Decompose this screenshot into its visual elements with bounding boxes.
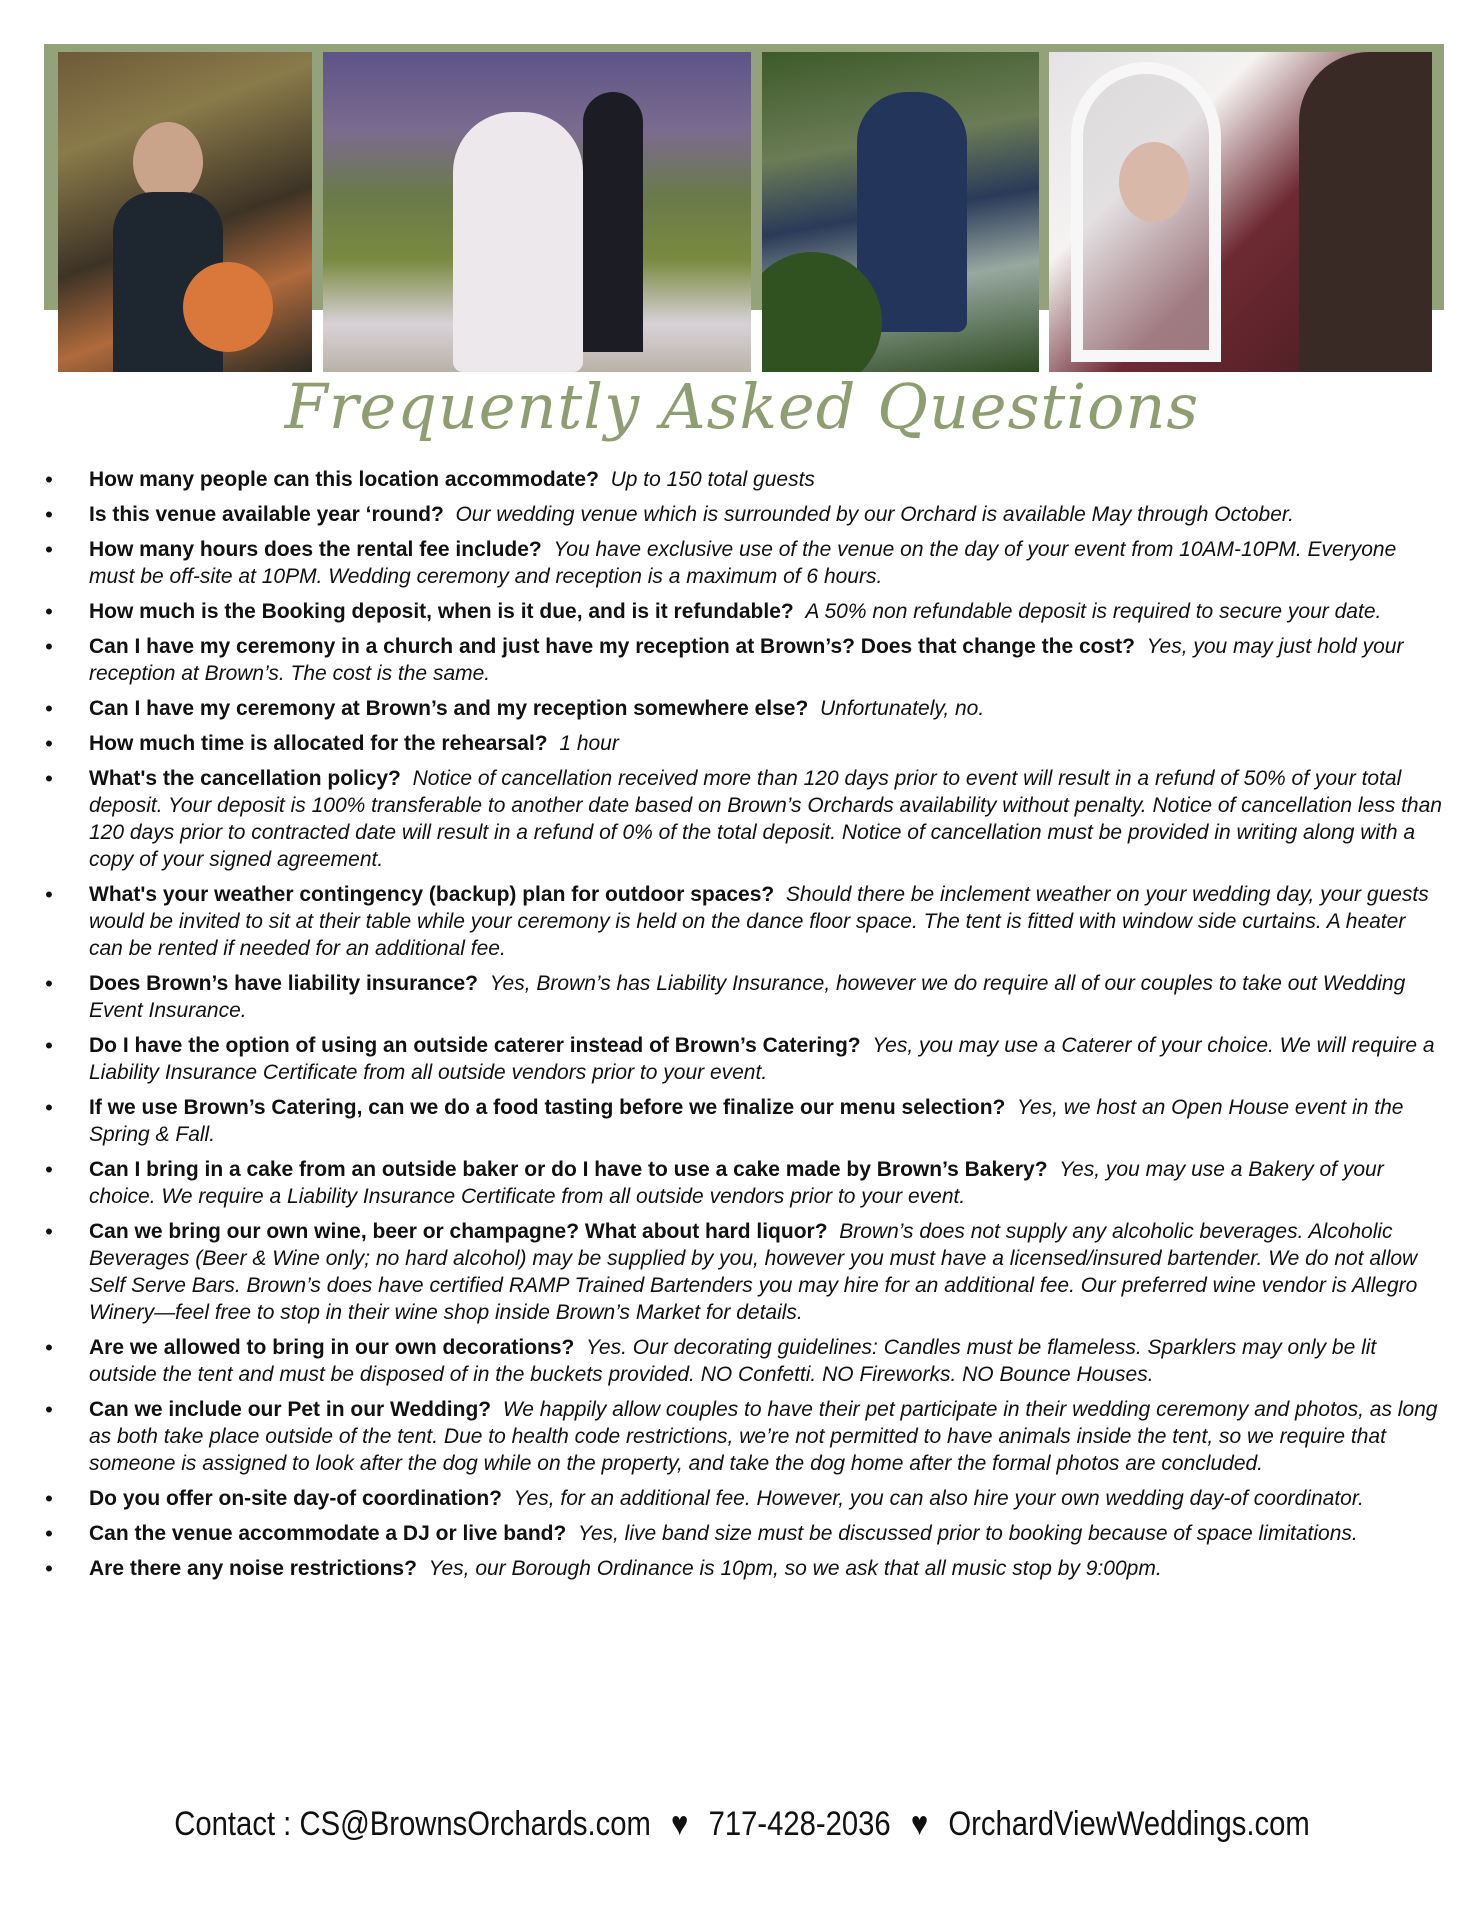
- contact-phone-link[interactable]: 717-428-2036: [708, 1805, 891, 1843]
- bullet-icon: •: [45, 599, 53, 624]
- bride-dress-shape: [453, 112, 583, 372]
- faq-answer: Yes. Our decorating guidelines: Candles must be flameless. Sparklers may only be lit outside the tent and must be disposed of in the buckets provided. NO Confetti. NO Fireworks. NO Bounce Houses.: [89, 1336, 1377, 1386]
- faq-item: [44, 1032, 1444, 1086]
- bullet-icon: •: [45, 1219, 53, 1244]
- bullet-icon: •: [45, 696, 53, 721]
- faq-item: [44, 1396, 1444, 1477]
- faq-question: How many people can this location accommodate?: [89, 468, 599, 491]
- faq-answer: Yes, for an additional fee. However, you can also hire your own wedding day-of coordinator.: [513, 1487, 1364, 1510]
- faq-answer: Yes, you may use a Caterer of your choice. We will require a Liability Insurance Certificate from all outside vendors prior to your event.: [89, 1034, 1435, 1084]
- bullet-icon: •: [45, 1397, 53, 1422]
- bullet-icon: •: [45, 971, 53, 996]
- bullet-icon: •: [45, 1486, 53, 1511]
- faq-question: Are there any noise restrictions?: [89, 1557, 417, 1580]
- faq-item: [44, 536, 1444, 590]
- faq-answer: You have exclusive use of the venue on the day of your event from 10AM-10PM. Everyone must be off-site at 10PM. Wedding ceremony and reception is a maximum of 6 hours.: [89, 538, 1397, 588]
- faq-answer: Yes, you may just hold your reception at Brown’s. The cost is the same.: [89, 635, 1404, 685]
- faq-question: What's the cancellation policy?: [89, 767, 401, 790]
- faq-answer: We happily allow couples to have their pet participate in their wedding ceremony and photos, as long as both take place outside of the tent. Due to health code restrictions, we’re not permitted to have animals inside the tent, so we require that someone is assigned to look after the dog while on the property, and take the dog home after the formal photos are concluded.: [89, 1398, 1438, 1475]
- faq-question: What's your weather contingency (backup) plan for outdoor spaces?: [89, 883, 775, 906]
- contact-line: [104, 1805, 1380, 1844]
- faq-question: Is this venue available year ‘round?: [89, 503, 444, 526]
- faq-answer: Yes, live band size must be discussed prior to booking because of space limitations.: [577, 1522, 1358, 1545]
- bride-at-mirror-photo: [1049, 52, 1432, 372]
- faq-item: [44, 1334, 1444, 1388]
- faq-answer: Our wedding venue which is surrounded by our Orchard is available May through October.: [455, 503, 1294, 526]
- bouquet-shape: [183, 262, 273, 352]
- bullet-icon: •: [45, 502, 53, 527]
- bullet-icon: •: [45, 1157, 53, 1182]
- faq-question: Can I have my ceremony in a church and just have my reception at Brown’s? Does that change the cost?: [89, 635, 1135, 658]
- page-title: Frequently Asked Questions: [284, 370, 1200, 443]
- faq-item: [44, 1094, 1444, 1148]
- faq-item: [44, 695, 1444, 722]
- groom-face-shape: [133, 122, 203, 202]
- faq-answer: Yes, Brown’s has Liability Insurance, however we do require all of our couples to take out Wedding Event Insurance.: [89, 972, 1406, 1022]
- faq-answer: A 50% non refundable deposit is required to secure your date.: [805, 600, 1382, 623]
- faq-question: If we use Brown’s Catering, can we do a food tasting before we finalize our menu selection?: [89, 1096, 1006, 1119]
- faq-question: How many hours does the rental fee include?: [89, 538, 542, 561]
- bullet-icon: •: [45, 634, 53, 659]
- couple-in-field-photo: [323, 52, 751, 372]
- faq-question: Can I bring in a cake from an outside baker or do I have to use a cake made by Brown’s Bakery?: [89, 1158, 1048, 1181]
- faq-question: Can we bring our own wine, beer or champagne? What about hard liquor?: [89, 1220, 828, 1243]
- faq-answer: Up to 150 total guests: [610, 468, 815, 491]
- faq-item: [44, 633, 1444, 687]
- bride-face-shape: [1119, 142, 1189, 222]
- faq-item: [44, 881, 1444, 962]
- faq-question: How much time is allocated for the rehearsal?: [89, 732, 548, 755]
- faq-question: Can we include our Pet in our Wedding?: [89, 1398, 492, 1421]
- faq-question: Do I have the option of using an outside caterer instead of Brown’s Catering?: [89, 1034, 861, 1057]
- bullet-icon: •: [45, 537, 53, 562]
- faq-item: [44, 970, 1444, 1024]
- bullet-icon: •: [45, 467, 53, 492]
- contact-website-link[interactable]: OrchardViewWeddings.com: [948, 1805, 1310, 1843]
- faq-item: [44, 730, 1444, 757]
- faq-item: [44, 1555, 1444, 1582]
- faq-answer: Should there be inclement weather on your wedding day, your guests would be invited to sit at their table while your ceremony is held on the dance floor space. The tent is fitted with window side curtains. A heater can be rented if needed for an additional fee.: [89, 883, 1429, 960]
- faq-answer: Unfortunately, no.: [819, 697, 985, 720]
- bullet-icon: •: [45, 731, 53, 756]
- faq-item: [44, 1485, 1444, 1512]
- groom-suit-shape: [583, 92, 643, 352]
- bullet-icon: •: [45, 1095, 53, 1120]
- faq-question: How much is the Booking deposit, when is it due, and is it refundable?: [89, 600, 794, 623]
- couple-embracing-photo: [762, 52, 1039, 372]
- bride-back-shape: [1299, 52, 1432, 372]
- faq-question: Can I have my ceremony at Brown’s and my reception somewhere else?: [89, 697, 809, 720]
- faq-list: [44, 466, 1444, 1590]
- contact-label: Contact :: [174, 1805, 292, 1843]
- couple-in-orchard-photo: [58, 52, 312, 372]
- faq-item: [44, 466, 1444, 493]
- faq-item: [44, 1156, 1444, 1210]
- faq-question: Do you offer on-site day-of coordination?: [89, 1487, 502, 1510]
- faq-question: Can the venue accommodate a DJ or live band?: [89, 1522, 567, 1545]
- faq-item: [44, 598, 1444, 625]
- heart-icon: ♥: [671, 1805, 689, 1843]
- heart-icon: ♥: [910, 1805, 929, 1843]
- faq-item: [44, 765, 1444, 873]
- faq-answer: Yes, we host an Open House event in the Spring & Fall.: [89, 1096, 1404, 1146]
- contact-email-link[interactable]: CS@BrownsOrchards.com: [299, 1805, 651, 1843]
- faq-answer: Yes, you may use a Bakery of your choice. We require a Liability Insurance Certificate from all outside vendors prior to your event.: [89, 1158, 1384, 1208]
- bullet-icon: •: [45, 766, 53, 791]
- faq-answer: 1 hour: [559, 732, 619, 755]
- faq-question: Does Brown’s have liability insurance?: [89, 972, 479, 995]
- faq-answer: Yes, our Borough Ordinance is 10pm, so we ask that all music stop by 9:00pm.: [428, 1557, 1162, 1580]
- bullet-icon: •: [45, 882, 53, 907]
- faq-item: [44, 1520, 1444, 1547]
- bullet-icon: •: [45, 1335, 53, 1360]
- faq-item: [44, 501, 1444, 528]
- bullet-icon: •: [45, 1556, 53, 1581]
- bullet-icon: •: [45, 1033, 53, 1058]
- faq-question: Are we allowed to bring in our own decorations?: [89, 1336, 575, 1359]
- faq-answer: Notice of cancellation received more than 120 days prior to event will result in a refund of 50% of your total deposit. Your deposit is 100% transferable to another date based on Brown’s Orchards availability without penalty. Notice of cancellation less than 120 days prior to contracted date will result in a refund of 0% of the total deposit. Notice of cancellation must be provided in writing along with a copy of your signed agreement.: [89, 767, 1442, 871]
- faq-answer: Brown’s does not supply any alcoholic beverages. Alcoholic Beverages (Beer & Wine only; no hard alcohol) may be supplied by you, however you must have a licensed/insured bartender. We do not allow Self Serve Bars. Brown’s does have certified RAMP Trained Bartenders you may hire for an additional fee. Our preferred wine vendor is Allegro Winery—feel free to stop in their wine shop inside Brown’s Market for details.: [89, 1220, 1418, 1324]
- bullet-icon: •: [45, 1521, 53, 1546]
- faq-item: [44, 1218, 1444, 1326]
